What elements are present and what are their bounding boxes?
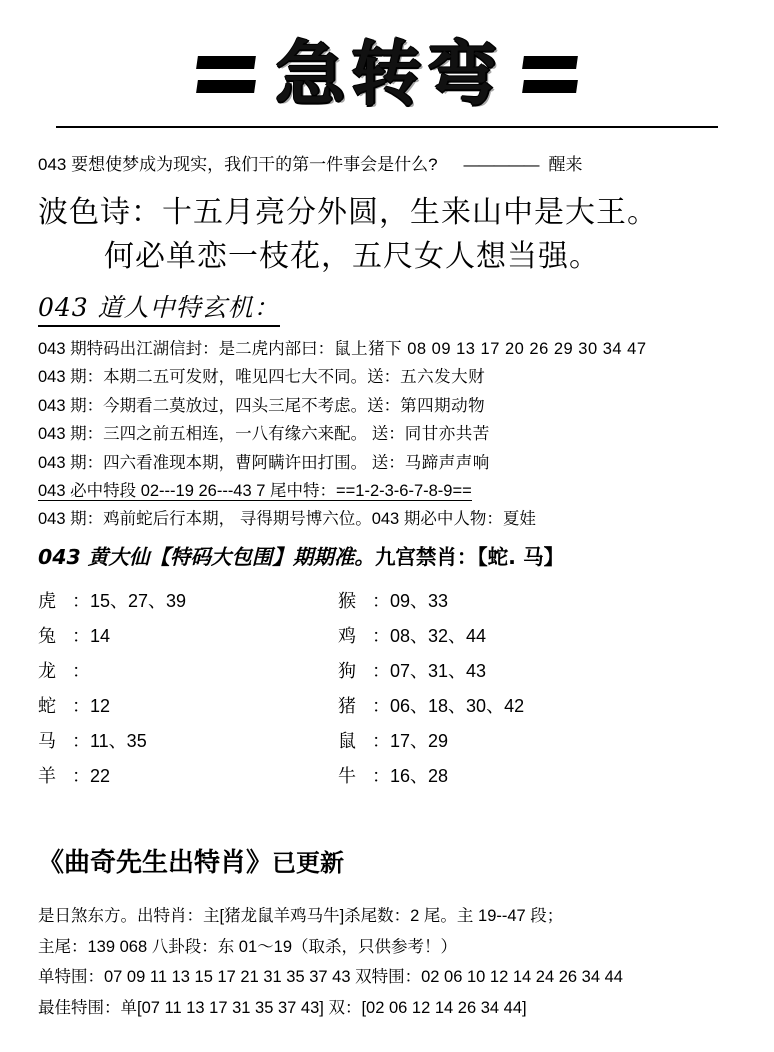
zodiac-name: 牛 <box>338 766 356 787</box>
zodiac-colon: ： <box>372 660 390 681</box>
bottom-line: 主尾：139 068 八卦段：东 01～19（取杀，只供参考！） <box>38 937 458 956</box>
zodiac-numbers: 09、33 <box>390 590 449 611</box>
equals-bars-right-icon <box>523 56 577 93</box>
zodiac-name: 龙 <box>38 660 56 681</box>
zodiac-numbers: 14 <box>90 625 111 646</box>
gold-suffix: 九宫禁肖：【蛇. 马】 <box>374 544 565 569</box>
zodiac-row <box>338 584 628 619</box>
zodiac-colon: ： <box>372 731 390 751</box>
zodiac-name: 兔 <box>38 625 56 646</box>
special-segment-text: 043 必中特段 02---19 26---43 7 尾中特：==1-2-3-6-7-8-9== <box>38 481 472 500</box>
tip-tail: 同甘亦共苦 <box>404 425 490 444</box>
tip-row <box>38 335 736 363</box>
zodiac-numbers: 07、31、43 <box>390 660 487 681</box>
riddle-line <box>38 150 736 175</box>
tip-lead: 043 期： <box>38 396 104 415</box>
zodiac-table <box>38 584 736 795</box>
riddle-answer: 醒来 <box>548 155 583 174</box>
zodiac-colon: ： <box>72 731 90 751</box>
zodiac-row <box>38 689 328 724</box>
gold-prefix: 043 黄大仙【特码大包围】期期准。 <box>38 544 375 569</box>
person-lead: 043 期： <box>38 510 104 529</box>
poem-label: 波色诗： <box>38 195 162 230</box>
bottom-updated-badge: 已更新 <box>272 849 345 877</box>
zodiac-name: 羊 <box>38 766 56 787</box>
zodiac-name: 蛇 <box>38 695 56 716</box>
tip-row <box>38 420 736 448</box>
special-segment-row <box>38 477 736 505</box>
person-mid: 鸡前蛇后行本期， 寻得期号博六位。043 期必中人物： <box>103 510 503 529</box>
poem-line-1 <box>38 191 736 235</box>
zodiac-numbers: 15、27、39 <box>90 590 187 611</box>
bottom-block <box>38 842 736 1023</box>
zodiac-column-left <box>38 584 328 795</box>
bottom-lines <box>38 901 736 1023</box>
zodiac-colon: ： <box>72 695 90 716</box>
zodiac-colon: ： <box>372 695 390 716</box>
bottom-line: 最佳特围：单[07 11 13 17 31 35 37 43] 双：[02 06 12 14 26 34 44] <box>38 998 527 1017</box>
zodiac-row <box>338 619 628 654</box>
bottom-line: 是日煞东方。出特肖：主[猪龙鼠羊鸡马牛]杀尾数：2 尾。主 19--47 段； <box>38 907 564 925</box>
person-tail: 夏娃 <box>502 510 536 529</box>
tip-mid: 四六看准现本期，曹阿瞒许田打围。 送： <box>103 453 405 472</box>
zodiac-colon: ： <box>72 660 90 681</box>
tip-mid: 今期看二莫放过，四头三尾不考虑。送： <box>103 396 401 415</box>
bottom-title: 《曲奇先生出特肖》 <box>38 848 273 878</box>
zodiac-colon: ： <box>372 766 390 787</box>
bottom-line: 单特围：07 09 11 13 15 17 21 31 35 37 43 双特围：02 06 10 12 14 24 26 34 44 <box>38 968 623 987</box>
tip-tail: 第四期动物 <box>400 396 486 415</box>
section-heading-wrap <box>38 278 736 327</box>
tip-row <box>38 392 736 420</box>
poem-text-1: 十五月亮分外圆，生来山中是大王。 <box>162 195 658 230</box>
tip-tail: 鼠上猪下 08 09 13 17 20 26 29 30 34 47 <box>334 340 647 358</box>
zodiac-name: 虎 <box>38 590 56 611</box>
zodiac-row <box>338 689 628 724</box>
zodiac-row <box>38 584 328 619</box>
zodiac-numbers: 22 <box>90 766 111 787</box>
riddle-question: 043 要想使梦成为现实，我们干的第一件事会是什么? <box>38 155 438 174</box>
tip-tail: 马蹄声声响 <box>404 453 490 472</box>
gold-headline <box>38 540 736 570</box>
tip-row <box>38 449 736 477</box>
tip-lead: 043 期特码出江湖信封： <box>38 340 219 358</box>
zodiac-colon: ： <box>72 590 90 611</box>
tip-lead: 043 期： <box>38 368 104 387</box>
zodiac-row <box>338 654 628 689</box>
poem-block <box>38 191 736 278</box>
riddle-dashes: ————— <box>463 157 539 174</box>
zodiac-row <box>338 724 628 759</box>
zodiac-colon: ： <box>372 590 390 611</box>
title-divider <box>56 126 718 128</box>
zodiac-name: 马 <box>38 731 56 751</box>
page-title: 急转弯 <box>275 33 503 115</box>
tip-tail: 五六发大财 <box>400 368 486 387</box>
title-row <box>38 28 736 120</box>
zodiac-name: 猴 <box>338 590 356 611</box>
zodiac-row <box>38 654 328 689</box>
tip-row <box>38 363 736 391</box>
tip-lead: 043 期： <box>38 425 104 444</box>
zodiac-column-right <box>328 584 628 795</box>
zodiac-colon: ： <box>372 625 390 646</box>
zodiac-name: 鼠 <box>338 731 356 751</box>
poem-line-2: 何必单恋一枝花，五尺女人想当强。 <box>104 238 600 274</box>
zodiac-numbers: 12 <box>90 695 111 716</box>
zodiac-row <box>38 619 328 654</box>
tip-mid: 三四之前五相连，一八有缘六来配。 送： <box>103 425 405 444</box>
zodiac-numbers: 06、18、30、42 <box>390 695 525 716</box>
zodiac-numbers: 11、35 <box>90 731 147 751</box>
equals-bars-left-icon <box>197 56 255 93</box>
zodiac-colon: ： <box>72 625 90 646</box>
zodiac-name: 狗 <box>338 660 356 681</box>
page-root <box>0 28 774 1052</box>
bottom-title-row <box>38 842 736 879</box>
zodiac-name: 猪 <box>338 695 356 716</box>
zodiac-numbers: 17、29 <box>390 731 449 751</box>
tip-lead: 043 期： <box>38 453 104 472</box>
tips-list <box>38 335 736 534</box>
zodiac-row <box>38 759 328 794</box>
zodiac-colon: ： <box>72 766 90 787</box>
section-heading: 043 道人中特玄机： <box>38 288 280 327</box>
zodiac-numbers: 16、28 <box>390 766 449 787</box>
tip-mid: 本期二五可发财，唯见四七大不同。送： <box>103 368 401 387</box>
zodiac-row <box>338 759 628 794</box>
zodiac-row <box>38 724 328 759</box>
title-block <box>38 28 736 136</box>
zodiac-name: 鸡 <box>338 625 356 646</box>
person-row <box>38 505 736 533</box>
tip-mid: 是二虎内部曰： <box>218 340 335 358</box>
zodiac-numbers: 08、32、44 <box>390 625 487 646</box>
